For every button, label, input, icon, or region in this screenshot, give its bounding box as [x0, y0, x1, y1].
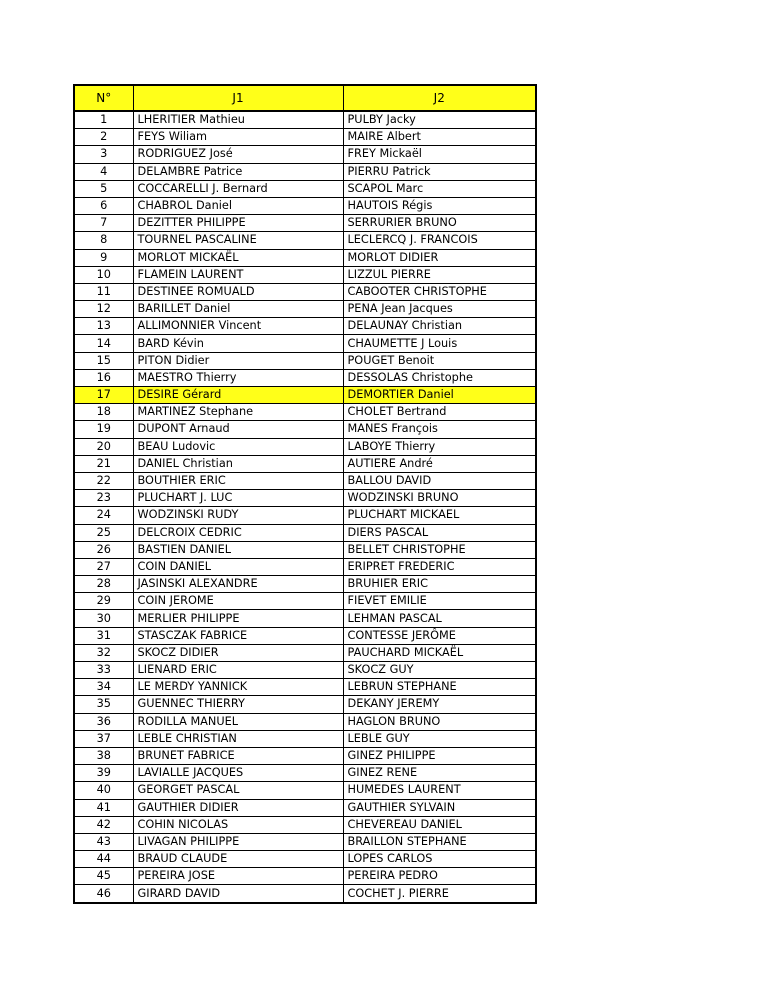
- player-j1: DESTINEE ROMUALD: [133, 283, 343, 300]
- player-j1: DESIRE Gérard: [133, 387, 343, 404]
- row-number: 40: [74, 782, 133, 799]
- table-row: [74, 782, 536, 799]
- player-j2: WODZINSKI BRUNO: [343, 490, 536, 507]
- player-j1: TOURNEL PASCALINE: [133, 232, 343, 249]
- player-j2: DEKANY JEREMY: [343, 696, 536, 713]
- table-row: [74, 215, 536, 232]
- row-number: 20: [74, 438, 133, 455]
- table-row: [74, 249, 536, 266]
- table-row: [74, 180, 536, 197]
- table-row: [74, 421, 536, 438]
- player-j2: LEBRUN STEPHANE: [343, 679, 536, 696]
- player-j1: GEORGET PASCAL: [133, 782, 343, 799]
- player-j2: BRAILLON STEPHANE: [343, 833, 536, 850]
- row-number: 6: [74, 197, 133, 214]
- player-j2: DEMORTIER Daniel: [343, 387, 536, 404]
- table-row: [74, 283, 536, 300]
- row-number: 2: [74, 129, 133, 146]
- player-j2: SCAPOL Marc: [343, 180, 536, 197]
- player-j1: LAVIALLE JACQUES: [133, 765, 343, 782]
- player-j1: PLUCHART J. LUC: [133, 490, 343, 507]
- row-number: 23: [74, 490, 133, 507]
- row-number: 46: [74, 885, 133, 903]
- player-j1: RODILLA MANUEL: [133, 713, 343, 730]
- player-j1: BOUTHIER ERIC: [133, 472, 343, 489]
- table-row: [74, 747, 536, 764]
- table-row: [74, 627, 536, 644]
- player-j2: POUGET Benoit: [343, 352, 536, 369]
- player-j1: MAESTRO Thierry: [133, 369, 343, 386]
- player-j1: CHABROL Daniel: [133, 197, 343, 214]
- row-number: 33: [74, 662, 133, 679]
- player-j2: HAGLON BRUNO: [343, 713, 536, 730]
- table-row: [74, 490, 536, 507]
- player-j2: LEHMAN PASCAL: [343, 610, 536, 627]
- player-j1: COHIN NICOLAS: [133, 816, 343, 833]
- table-row: [74, 352, 536, 369]
- row-number: 27: [74, 558, 133, 575]
- player-j1: FLAMEIN LAURENT: [133, 266, 343, 283]
- row-number: 17: [74, 387, 133, 404]
- row-number: 13: [74, 318, 133, 335]
- player-j1: DANIEL Christian: [133, 455, 343, 472]
- player-j1: MORLOT MICKAËL: [133, 249, 343, 266]
- player-j2: SKOCZ GUY: [343, 662, 536, 679]
- player-j2: MAIRE Albert: [343, 129, 536, 146]
- row-number: 34: [74, 679, 133, 696]
- player-j2: SERRURIER BRUNO: [343, 215, 536, 232]
- player-j2: BELLET CHRISTOPHE: [343, 541, 536, 558]
- table-row: [74, 679, 536, 696]
- player-j1: BARILLET Daniel: [133, 301, 343, 318]
- player-j2: ERIPRET FREDERIC: [343, 558, 536, 575]
- player-j1: BASTIEN DANIEL: [133, 541, 343, 558]
- table-row: [74, 833, 536, 850]
- table-row: [74, 851, 536, 868]
- table-row: [74, 524, 536, 541]
- player-j1: DUPONT Arnaud: [133, 421, 343, 438]
- player-j2: CABOOTER CHRISTOPHE: [343, 283, 536, 300]
- player-j2: MORLOT DIDIER: [343, 249, 536, 266]
- row-number: 28: [74, 576, 133, 593]
- table-row: [74, 610, 536, 627]
- row-number: 21: [74, 455, 133, 472]
- table-row: [74, 816, 536, 833]
- player-j1: LHERITIER Mathieu: [133, 111, 343, 129]
- row-number: 29: [74, 593, 133, 610]
- header-number: N°: [74, 85, 133, 111]
- player-j1: GAUTHIER DIDIER: [133, 799, 343, 816]
- player-j1: BARD Kévin: [133, 335, 343, 352]
- row-number: 5: [74, 180, 133, 197]
- player-j1: COIN DANIEL: [133, 558, 343, 575]
- player-j2: DELAUNAY Christian: [343, 318, 536, 335]
- table-row: [74, 644, 536, 661]
- row-number: 36: [74, 713, 133, 730]
- player-j2: GINEZ PHILIPPE: [343, 747, 536, 764]
- table-row: [74, 765, 536, 782]
- player-j2: HUMEDES LAURENT: [343, 782, 536, 799]
- row-number: 38: [74, 747, 133, 764]
- player-j1: BRUNET FABRICE: [133, 747, 343, 764]
- table-row: [74, 868, 536, 885]
- table-row: [74, 696, 536, 713]
- table-row: [74, 266, 536, 283]
- row-number: 43: [74, 833, 133, 850]
- table-row: [74, 472, 536, 489]
- table-row: [74, 197, 536, 214]
- table-row: [74, 232, 536, 249]
- row-number: 16: [74, 369, 133, 386]
- row-number: 11: [74, 283, 133, 300]
- player-j1: PEREIRA JOSE: [133, 868, 343, 885]
- row-number: 37: [74, 730, 133, 747]
- player-j1: WODZINSKI RUDY: [133, 507, 343, 524]
- row-number: 26: [74, 541, 133, 558]
- row-number: 10: [74, 266, 133, 283]
- player-j2: GAUTHIER SYLVAIN: [343, 799, 536, 816]
- row-number: 7: [74, 215, 133, 232]
- table-row: [74, 438, 536, 455]
- row-number: 24: [74, 507, 133, 524]
- player-j1: MARTINEZ Stephane: [133, 404, 343, 421]
- player-j2: FREY Mickaël: [343, 146, 536, 163]
- player-j2: PAUCHARD MICKAËL: [343, 644, 536, 661]
- row-number: 4: [74, 163, 133, 180]
- row-number: 41: [74, 799, 133, 816]
- row-number: 9: [74, 249, 133, 266]
- table-row-highlighted: [74, 387, 536, 404]
- row-number: 18: [74, 404, 133, 421]
- row-number: 42: [74, 816, 133, 833]
- row-number: 1: [74, 111, 133, 129]
- row-number: 39: [74, 765, 133, 782]
- table-row: [74, 713, 536, 730]
- header-j1: J1: [133, 85, 343, 111]
- player-j2: PLUCHART MICKAEL: [343, 507, 536, 524]
- player-j1: ALLIMONNIER Vincent: [133, 318, 343, 335]
- player-j2: DIERS PASCAL: [343, 524, 536, 541]
- row-number: 35: [74, 696, 133, 713]
- table-row: [74, 799, 536, 816]
- player-j1: STASCZAK FABRICE: [133, 627, 343, 644]
- row-number: 3: [74, 146, 133, 163]
- row-number: 44: [74, 851, 133, 868]
- table-row: [74, 335, 536, 352]
- player-j1: GIRARD DAVID: [133, 885, 343, 903]
- row-number: 22: [74, 472, 133, 489]
- player-j1: FEYS Wiliam: [133, 129, 343, 146]
- player-j2: FIEVET EMILIE: [343, 593, 536, 610]
- player-j1: DELAMBRE Patrice: [133, 163, 343, 180]
- player-j2: CHAUMETTE J Louis: [343, 335, 536, 352]
- player-j2: HAUTOIS Régis: [343, 197, 536, 214]
- player-j1: BEAU Ludovic: [133, 438, 343, 455]
- table-row: [74, 318, 536, 335]
- table-row: [74, 111, 536, 129]
- player-j2: GINEZ RENE: [343, 765, 536, 782]
- player-j2: LIZZUL PIERRE: [343, 266, 536, 283]
- table-row: [74, 507, 536, 524]
- row-number: 14: [74, 335, 133, 352]
- table-row: [74, 455, 536, 472]
- row-number: 8: [74, 232, 133, 249]
- player-j2: MANES François: [343, 421, 536, 438]
- player-j2: LEBLE GUY: [343, 730, 536, 747]
- table-row: [74, 662, 536, 679]
- pairings-table: [73, 84, 537, 904]
- row-number: 30: [74, 610, 133, 627]
- table-row: [74, 885, 536, 903]
- table-row: [74, 404, 536, 421]
- row-number: 45: [74, 868, 133, 885]
- table-row: [74, 369, 536, 386]
- player-j2: BALLOU DAVID: [343, 472, 536, 489]
- player-j2: LABOYE Thierry: [343, 438, 536, 455]
- player-j1: SKOCZ DIDIER: [133, 644, 343, 661]
- table-row: [74, 593, 536, 610]
- player-j1: BRAUD CLAUDE: [133, 851, 343, 868]
- player-j1: JASINSKI ALEXANDRE: [133, 576, 343, 593]
- row-number: 32: [74, 644, 133, 661]
- player-j1: LE MERDY YANNICK: [133, 679, 343, 696]
- table-row: [74, 129, 536, 146]
- player-j1: LIENARD ERIC: [133, 662, 343, 679]
- table-row: [74, 730, 536, 747]
- player-j1: DEZITTER PHILIPPE: [133, 215, 343, 232]
- table-row: [74, 146, 536, 163]
- player-j2: AUTIERE André: [343, 455, 536, 472]
- player-j2: PULBY Jacky: [343, 111, 536, 129]
- player-j2: LOPES CARLOS: [343, 851, 536, 868]
- player-j1: PITON Didier: [133, 352, 343, 369]
- row-number: 12: [74, 301, 133, 318]
- table-row: [74, 558, 536, 575]
- header-row: [74, 85, 536, 111]
- table-row: [74, 576, 536, 593]
- row-number: 31: [74, 627, 133, 644]
- player-j2: DESSOLAS Christophe: [343, 369, 536, 386]
- table-row: [74, 163, 536, 180]
- player-j2: CONTESSE JERÔME: [343, 627, 536, 644]
- player-j1: MERLIER PHILIPPE: [133, 610, 343, 627]
- player-j2: LECLERCQ J. FRANCOIS: [343, 232, 536, 249]
- table-row: [74, 541, 536, 558]
- header-j2: J2: [343, 85, 536, 111]
- player-j2: CHOLET Bertrand: [343, 404, 536, 421]
- table-row: [74, 301, 536, 318]
- player-j2: PIERRU Patrick: [343, 163, 536, 180]
- player-j1: RODRIGUEZ José: [133, 146, 343, 163]
- player-j2: PEREIRA PEDRO: [343, 868, 536, 885]
- player-j2: BRUHIER ERIC: [343, 576, 536, 593]
- player-j2: CHEVEREAU DANIEL: [343, 816, 536, 833]
- row-number: 15: [74, 352, 133, 369]
- player-j1: LIVAGAN PHILIPPE: [133, 833, 343, 850]
- player-j2: PENA Jean Jacques: [343, 301, 536, 318]
- row-number: 19: [74, 421, 133, 438]
- row-number: 25: [74, 524, 133, 541]
- player-j2: COCHET J. PIERRE: [343, 885, 536, 903]
- player-j1: GUENNEC THIERRY: [133, 696, 343, 713]
- player-j1: COIN JEROME: [133, 593, 343, 610]
- player-j1: DELCROIX CEDRIC: [133, 524, 343, 541]
- player-j1: LEBLE CHRISTIAN: [133, 730, 343, 747]
- player-j1: COCCARELLI J. Bernard: [133, 180, 343, 197]
